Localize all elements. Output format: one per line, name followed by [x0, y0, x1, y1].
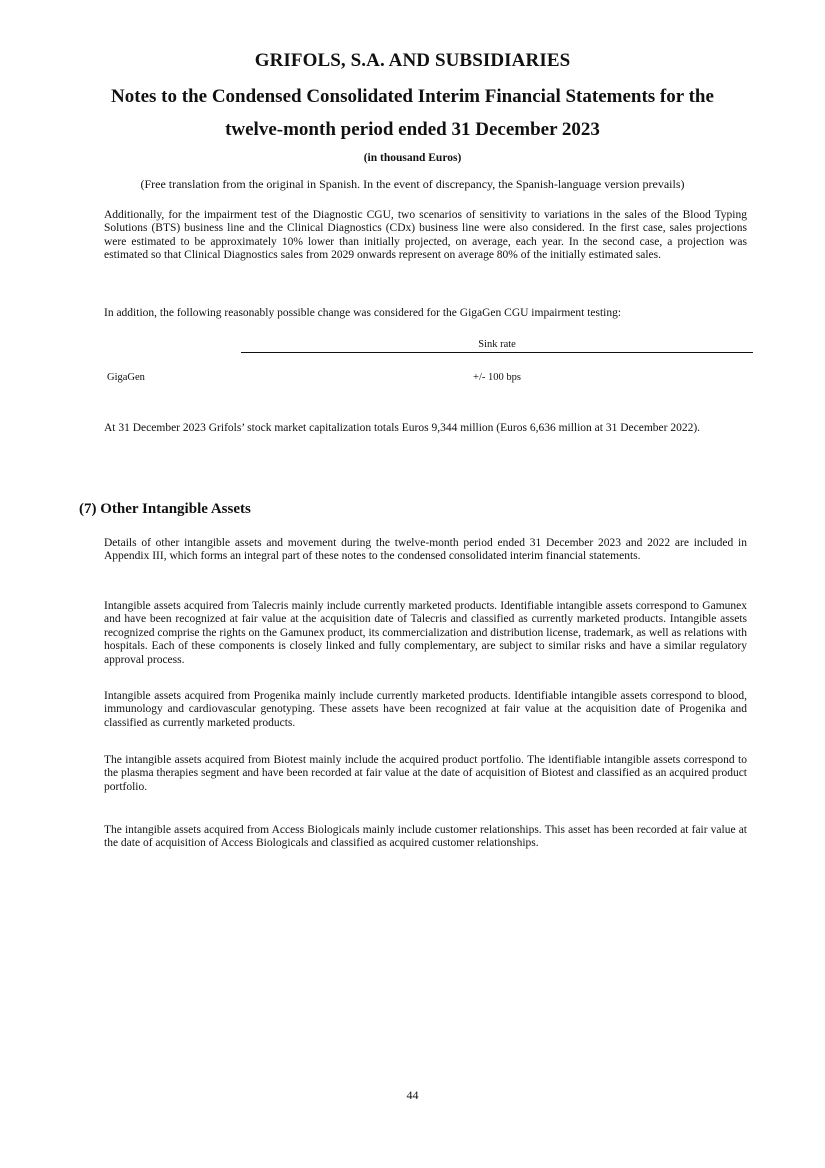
units-note: (in thousand Euros) — [363, 152, 462, 164]
page-number: 44 — [406, 1088, 419, 1102]
paragraph-gigagen-intro: In addition, the following reasonably possible change was considered for the GigaGen CGU impairment testing: — [104, 307, 622, 319]
paragraph-intangibles-details: Details of other intangible assets and movement during the twelve-month period ended 31 December 2023 and 2022 are included in Appendix III, which forms an integral part of these notes to the condensed consolidated interim financial statements. — [104, 537, 747, 563]
company-name: GRIFOLS, S.A. AND SUBSIDIARIES — [254, 50, 571, 71]
sensitivity-row-label: GigaGen — [107, 372, 145, 383]
paragraph-diagnostic-sensitivity: Additionally, for the impairment test of the Diagnostic CGU, two scenarios of sensitivity to variations in the sales of the Blood Typing Solutions (BTS) business line and the Clinical Diagnostics (CDx) business line were also considered. In the first case, sales projections were estimated to be approximately 10% lower than initially projected, on average, each year. In the second case, a projection was estimated so that Clinical Diagnostics sales from 2029 onwards represent on average 80% of the initially estimated sales. — [104, 209, 747, 262]
paragraph-progenika: Intangible assets acquired from Progenika mainly include currently marketed products. Identifiable intangible assets correspond to blood, immunology and cardiovascular genotyping. These assets have been recognized at fair value at the acquisition date of Progenika and classified as currently marketed products. — [104, 690, 747, 729]
sensitivity-row-value: +/- 100 bps — [473, 372, 521, 383]
notes-title-line-1: Notes to the Condensed Consolidated Interim Financial Statements for the — [111, 86, 714, 107]
paragraph-biotest: The intangible assets acquired from Biotest mainly include the acquired product portfolio. The identifiable intangible assets correspond to the plasma therapies segment and have been recorded at fair value at the date of acquisition of Biotest and classified as an acquired product portfolio. — [104, 754, 747, 793]
paragraph-access-biologicals: The intangible assets acquired from Access Biologicals mainly include customer relationships. This asset has been recorded at fair value at the date of acquisition of Access Biologicals and classified as acquired customer relationships. — [104, 824, 747, 850]
sensitivity-table-header — [241, 339, 753, 353]
paragraph-market-capitalization: At 31 December 2023 Grifols’ stock market capitalization totals Euros 9,344 million (Euros 6,636 million at 31 December 2022). — [104, 422, 701, 434]
translation-note: (Free translation from the original in Spanish. In the event of discrepancy, the Spanish-language version prevails) — [140, 177, 685, 191]
sink-rate-column-header: Sink rate — [478, 339, 516, 350]
section-heading: (7) Other Intangible Assets — [79, 501, 251, 517]
notes-title-line-2: twelve-month period ended 31 December 2023 — [225, 119, 600, 140]
paragraph-talecris: Intangible assets acquired from Talecris mainly include currently marketed products. Identifiable intangible assets correspond to Gamunex and have been recognized at fair value at the acquisition date of Talecris and classified as currently marketed products. Intangible assets recognized comprise the rights on the Gamunex product, its commercialization and distribution license, trademark, as well as relations with hospitals. Each of these components is closely linked and fully complementary, are subject to similar risks and have a similar regulatory approval process. — [104, 600, 747, 666]
